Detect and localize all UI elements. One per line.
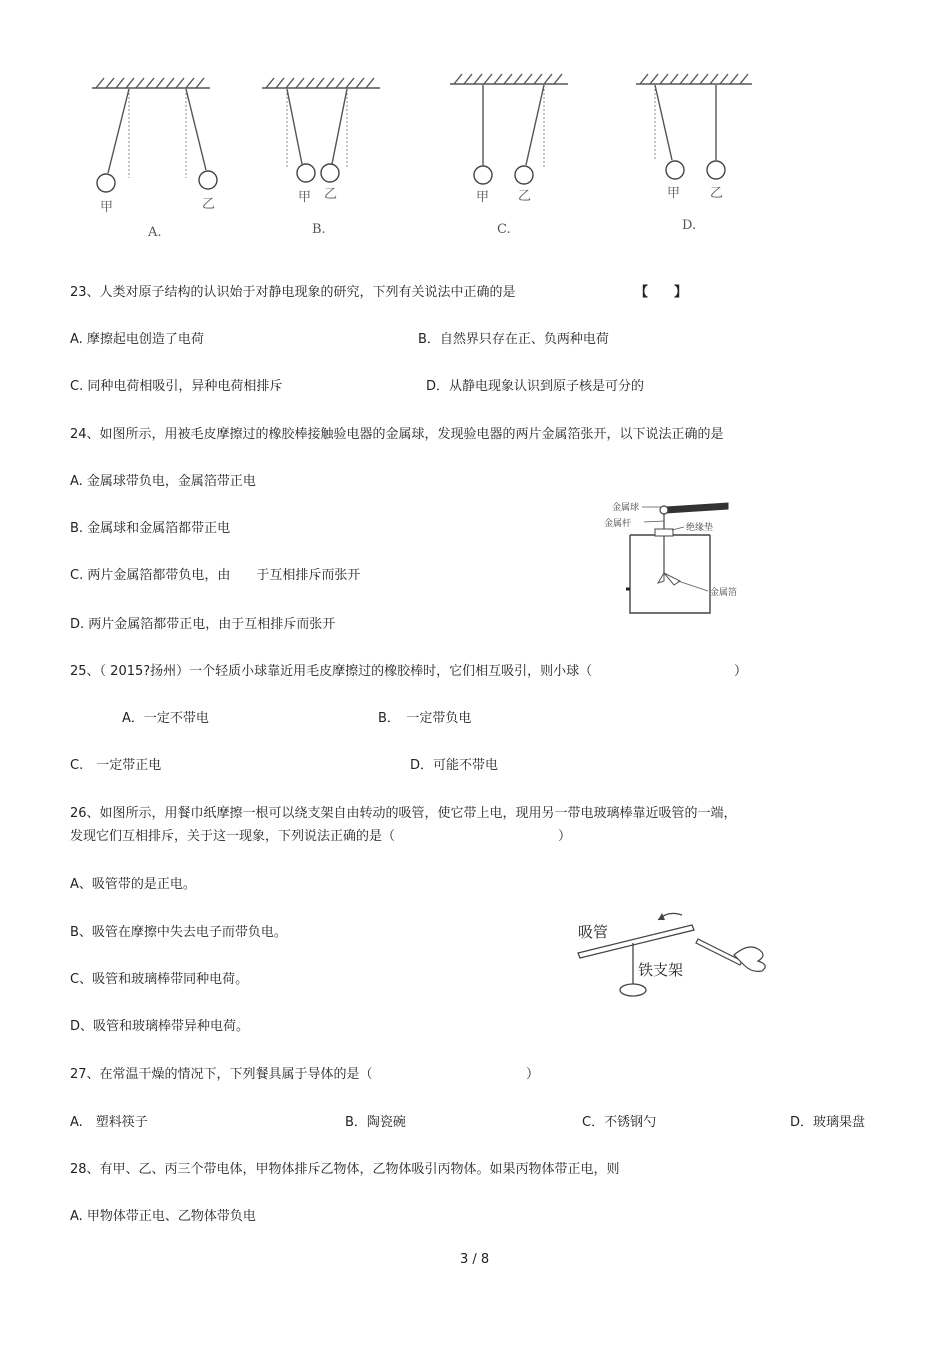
q24-option-b: B. 金属球和金属箔都带正电 [70, 521, 231, 536]
page-number: 3 / 8 [460, 1252, 490, 1267]
ball-label-yi: 乙 [710, 186, 724, 201]
option-label-c: C. [497, 222, 511, 237]
label-metal-foil: 金属箔 [710, 588, 738, 598]
label-iron-stand: 铁支架 [638, 961, 684, 979]
q25-option-b: B． 一定带负电 [378, 711, 472, 726]
q24-option-d: D. 两片金属箔都带正电，由于互相排斥而张开 [70, 617, 336, 632]
q25-option-c: C. 一定带正电 [70, 758, 162, 773]
q28-option-a: A. 甲物体带正电、乙物体带负电 [70, 1209, 256, 1224]
pendulum-option-b [262, 78, 380, 237]
option-label-b: B. [312, 222, 326, 237]
q26-option-b: B、吸管在摩擦中失去电子而带负电。 [70, 925, 287, 940]
pendulum-figure [0, 0, 950, 250]
q25-option-a: A．一定不带电 [122, 711, 209, 726]
q26-stem-line1: 26、如图所示，用餐巾纸摩擦一根可以绕支架自由转动的吸管，使它带上电，现用另一带电玻璃棒靠近吸管的一端， [70, 806, 737, 821]
q23-stem: 23、人类对原子结构的认识始于对静电现象的研究，下列有关说法中正确的是 [70, 285, 516, 300]
option-label-d: D. [682, 218, 697, 233]
ball-label-yi: 乙 [324, 187, 338, 202]
q27-option-b: B．陶瓷碗 [345, 1115, 406, 1130]
ball-label-jia: 甲 [100, 200, 114, 215]
straw-figure [572, 903, 782, 1003]
q27-option-c: C．不锈钢勺 [582, 1115, 657, 1130]
ball-label-jia: 甲 [298, 190, 312, 205]
q25-option-d: D．可能不带电 [410, 758, 499, 773]
electroscope-figure [600, 495, 760, 620]
label-insulating-pad: 绝缘垫 [686, 523, 714, 533]
q28-stem: 28、有甲、乙、丙三个带电体，甲物体排斥乙物体，乙物体吸引丙物体。如果丙物体带正电，则 [70, 1162, 620, 1177]
q23-option-a: A. 摩擦起电创造了电荷 [70, 332, 204, 347]
q24-option-a: A. 金属球带负电，金属箔带正电 [70, 474, 256, 489]
q23-answer-bracket: 【 】 [635, 285, 688, 300]
q26-option-d: D、吸管和玻璃棒带异种电荷。 [70, 1019, 250, 1034]
q26-stem-line2: 发现它们互相排斥，关于这一现象，下列说法正确的是（ [70, 829, 396, 844]
pendulum-option-d [636, 74, 752, 233]
label-metal-rod: 金属杆 [604, 519, 632, 529]
q23-option-c: C. 同种电荷相吸引，异种电荷相排斥 [70, 379, 283, 394]
q23-option-b: B．自然界只存在正、负两种电荷 [418, 332, 609, 347]
label-metal-ball: 金属球 [612, 503, 640, 513]
pendulum-option-c [450, 74, 568, 237]
ball-label-jia: 甲 [667, 186, 681, 201]
label-straw: 吸管 [578, 923, 609, 941]
q27-option-a: A. 塑料筷子 [70, 1115, 148, 1130]
q27-option-d: D．玻璃果盘 [790, 1115, 866, 1130]
q26-option-a: A、吸管带的是正电。 [70, 877, 196, 892]
ball-label-yi: 乙 [202, 197, 216, 212]
q26-option-c: C、吸管和玻璃棒带同种电荷。 [70, 972, 249, 987]
ball-label-yi: 乙 [518, 189, 532, 204]
pendulum-option-a [92, 78, 217, 240]
q25-stem: 25、（ 2015?扬州）一个轻质小球靠近用毛皮摩擦过的橡胶棒时，它们相互吸引，则小球（ [70, 664, 593, 679]
q26-close-bracket: ） [558, 829, 572, 844]
option-label-a: A. [148, 225, 162, 240]
q27-stem: 27、在常温干燥的情况下，下列餐具属于导体的是（ [70, 1067, 373, 1082]
q23-option-d: D．从静电现象认识到原子核是可分的 [426, 379, 645, 394]
q25-close-bracket: ） [734, 664, 748, 679]
ball-label-jia: 甲 [476, 190, 490, 205]
q24-option-c: C. 两片金属箔都带负电，由 于互相排斥而张开 [70, 568, 361, 583]
q24-stem: 24、如图所示，用被毛皮摩擦过的橡胶棒接触验电器的金属球，发现验电器的两片金属箔张开，以下说法正确的是 [70, 427, 724, 442]
q27-close-bracket: ） [526, 1067, 540, 1082]
